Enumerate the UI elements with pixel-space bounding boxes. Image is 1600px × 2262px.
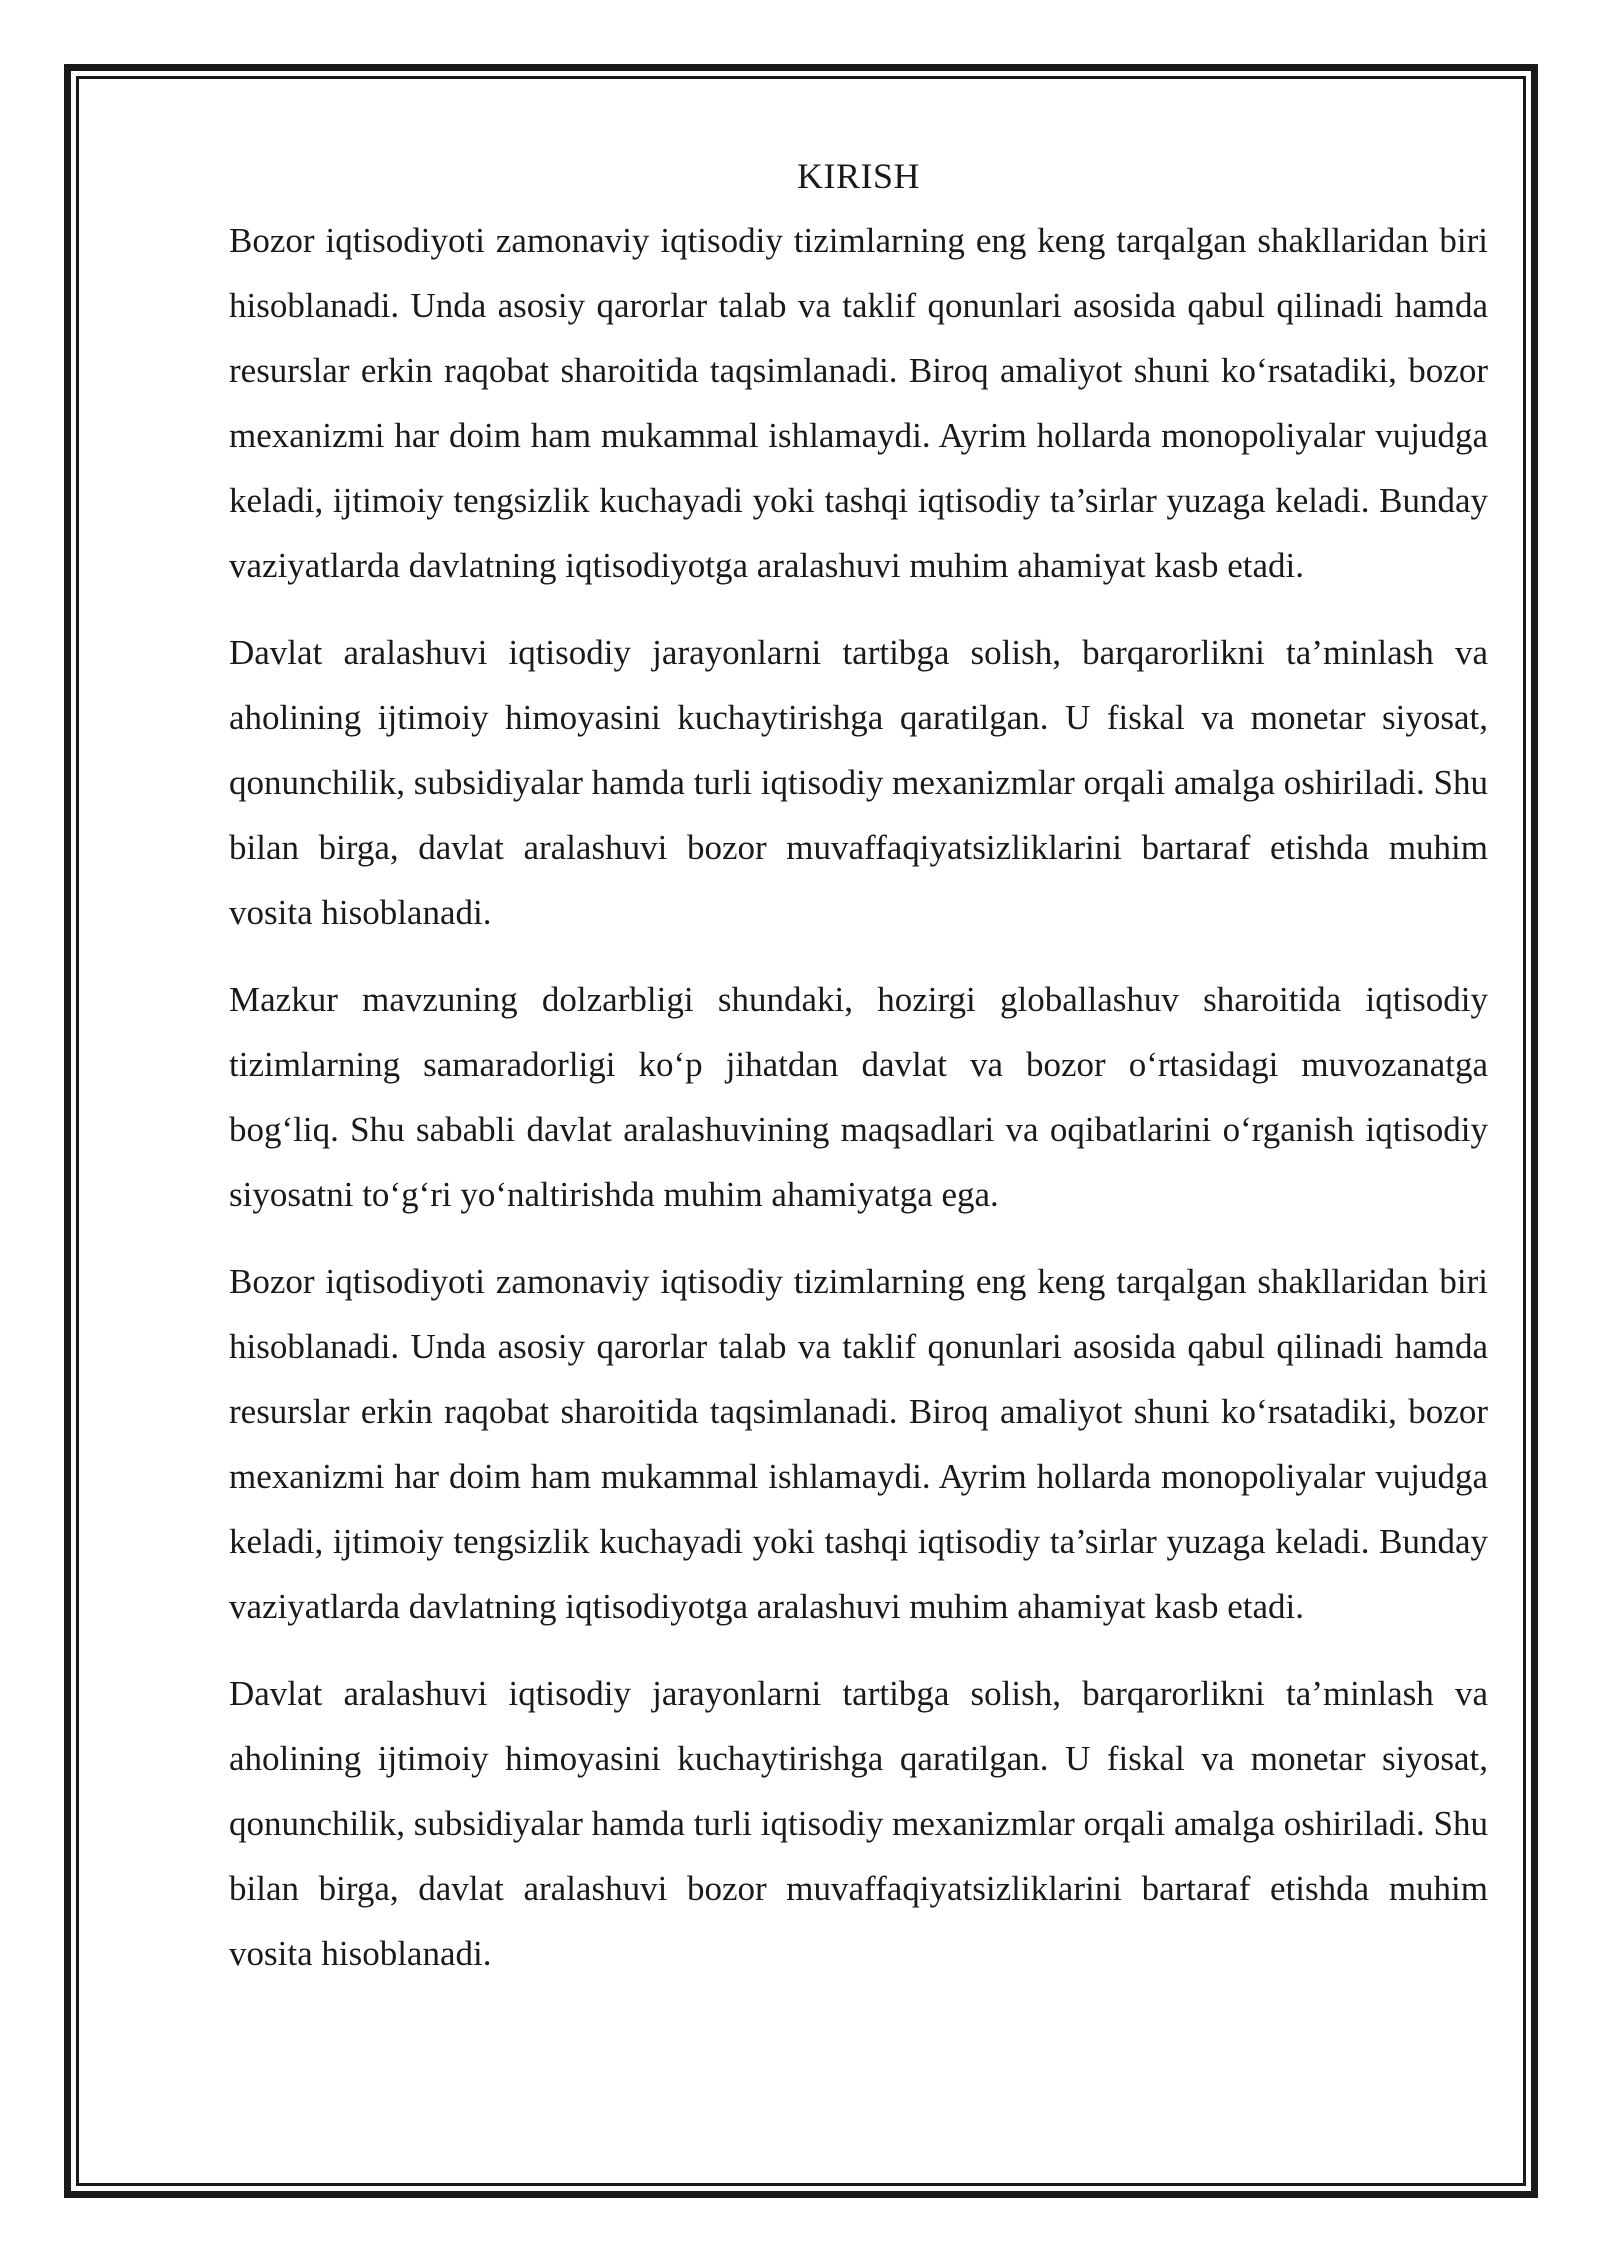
paragraph-4: Bozor iqtisodiyoti zamonaviy iqtisodiy tizimlarning eng keng tarqalgan shakllaridan biri hisoblanadi. Unda asosiy qarorlar talab va taklif qonunlari asosida qabul qilinadi hamda resurslar erkin raqobat sharoitida taqsimlanadi. Biroq amaliyot shuni ko‘rsatadiki, bozor mexanizmi har doim ham mukammal ishlamaydi. Ayrim hollarda monopoliyalar vujudga keladi, ijtimoiy tengsizlik kuchayadi yoki tashqi iqtisodiy ta’sirlar yuzaga keladi. Bunday vaziyatlarda davlatning iqtisodiyotga aralashuvi muhim ahamiyat kasb etadi. <box>229 1262 1488 1626</box>
paragraph-1: Bozor iqtisodiyoti zamonaviy iqtisodiy tizimlarning eng keng tarqalgan shakllaridan biri hisoblanadi. Unda asosiy qarorlar talab va taklif qonunlari asosida qabul qilinadi hamda resurslar erkin raqobat sharoitida taqsimlanadi. Biroq amaliyot shuni ko‘rsatadiki, bozor mexanizmi har doim ham mukammal ishlamaydi. Ayrim hollarda monopoliyalar vujudga keladi, ijtimoiy tengsizlik kuchayadi yoki tashqi iqtisodiy ta’sirlar yuzaga keladi. Bunday vaziyatlarda davlatning iqtisodiyotga aralashuvi muhim ahamiyat kasb etadi. <box>229 221 1488 585</box>
paragraph-5: Davlat aralashuvi iqtisodiy jarayonlarni tartibga solish, barqarorlikni ta’minlash va aholining ijtimoiy himoyasini kuchaytirishga qaratilgan. U fiskal va monetar siyosat, qonunchilik, subsidiyalar hamda turli iqtisodiy mexanizmlar orqali amalga oshiriladi. Shu bilan birga, davlat aralashuvi bozor muvaffaqiyatsizliklarini bartaraf etishda muhim vosita hisoblanadi. <box>229 1674 1488 1973</box>
document-body <box>229 148 1488 2008</box>
paragraph-3: Mazkur mavzuning dolzarbligi shundaki, hozirgi globallashuv sharoitida iqtisodiy tizimlarning samaradorligi ko‘p jihatdan davlat va bozor o‘rtasidagi muvozanatga bog‘liq. Shu sababli davlat aralashuvining maqsadlari va oqibatlarini o‘rganish iqtisodiy siyosatni to‘g‘ri yo‘naltirishda muhim ahamiyatga ega. <box>229 980 1488 1214</box>
page-title: KIRISH <box>796 156 920 196</box>
paragraph-2: Davlat aralashuvi iqtisodiy jarayonlarni tartibga solish, barqarorlikni ta’minlash va aholining ijtimoiy himoyasini kuchaytirishga qaratilgan. U fiskal va monetar siyosat, qonunchilik, subsidiyalar hamda turli iqtisodiy mexanizmlar orqali amalga oshiriladi. Shu bilan birga, davlat aralashuvi bozor muvaffaqiyatsizliklarini bartaraf etishda muhim vosita hisoblanadi. <box>229 633 1488 932</box>
